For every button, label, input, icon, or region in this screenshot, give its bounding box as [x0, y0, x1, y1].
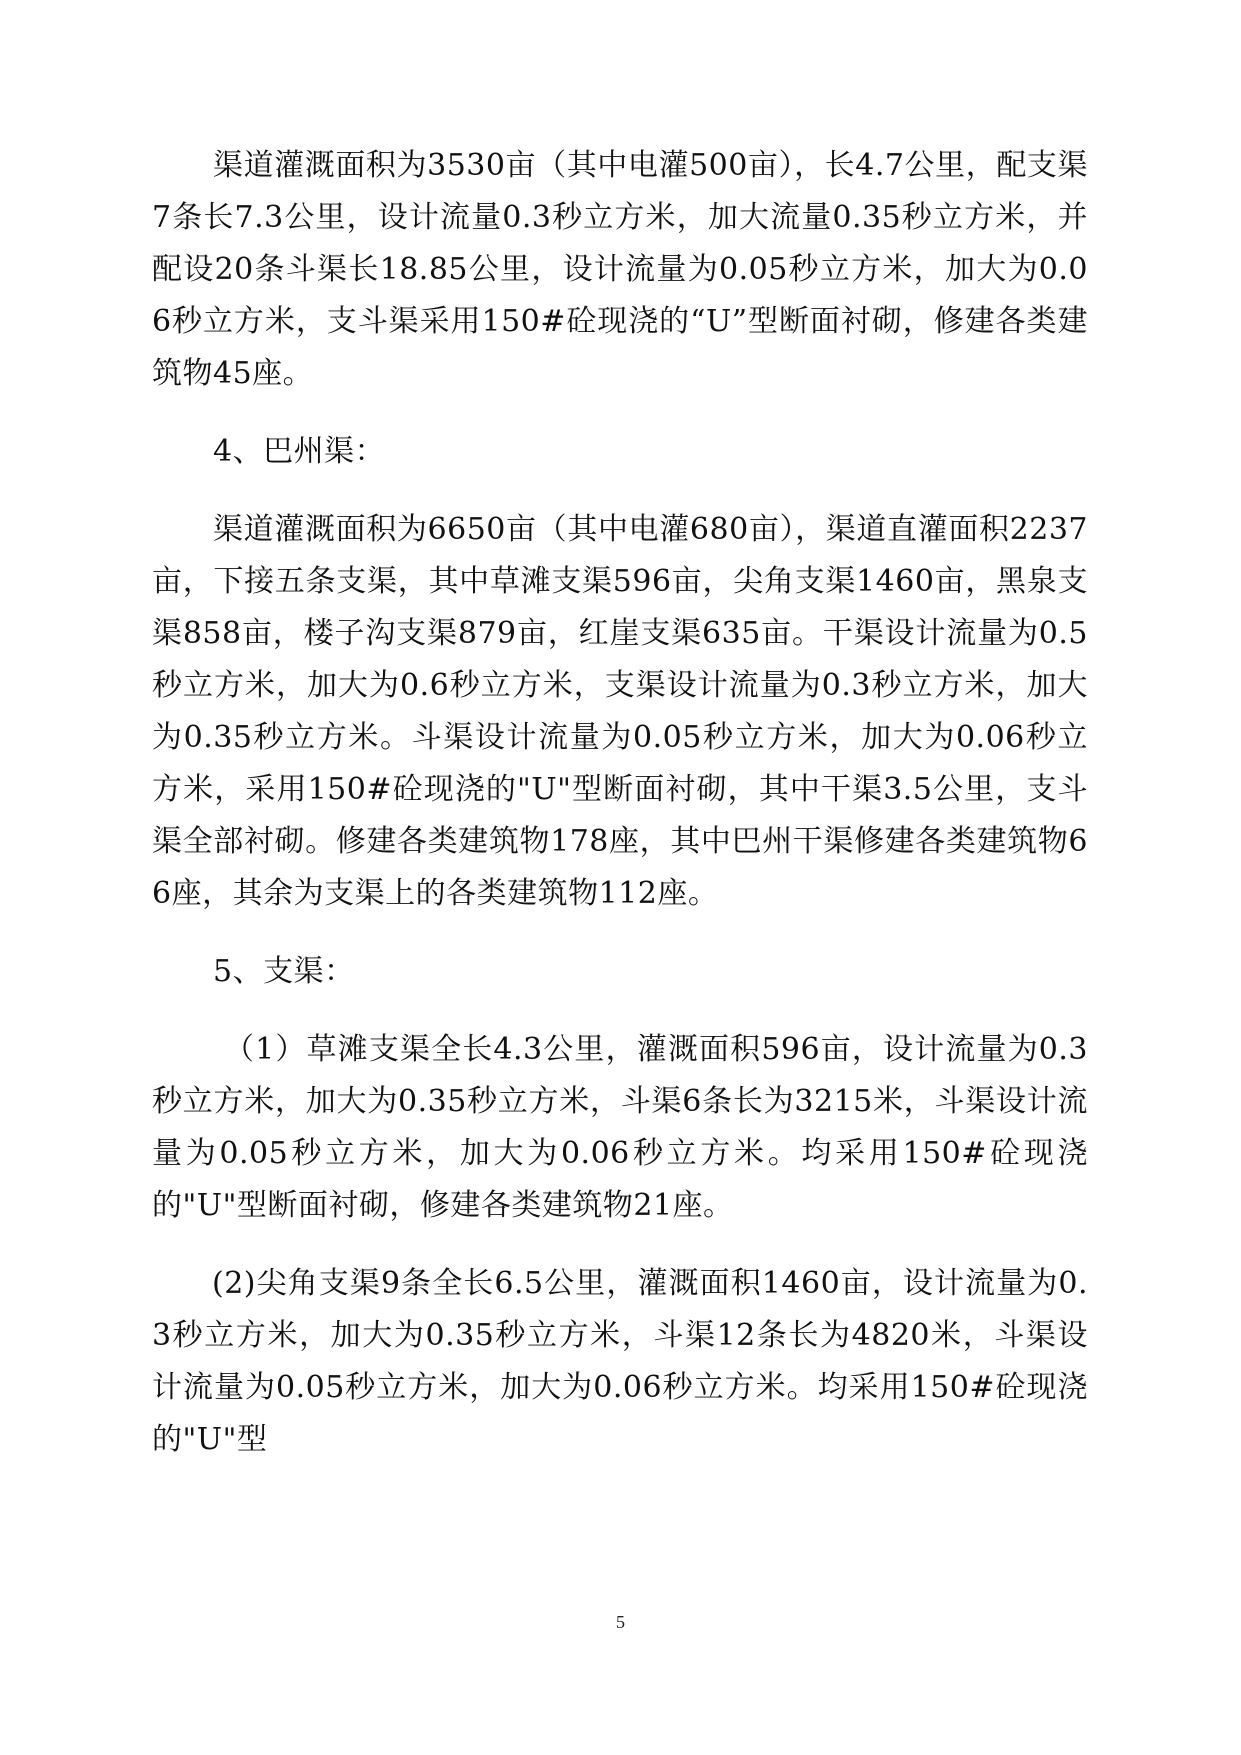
document-body	[152, 140, 1088, 1466]
paragraph-caotan-branch: （1）草滩支渠全长4.3公里，灌溉面积596亩，设计流量为0.3秒立方米，加大为0.35秒立方米，斗渠6条长为3215米，斗渠设计流量为0.05秒立方米，加大为0.06秒立方米。均采用150#砼现浇的"U"型断面衬砌，修建各类建筑物21座。	[152, 1032, 1088, 1223]
section-heading-branch-canals: 5、支渠：	[213, 954, 355, 989]
paragraph-jianjiao-branch: (2)尖角支渠9条全长6.5公里，灌溉面积1460亩，设计流量为0.3秒立方米，加大为0.35秒立方米，斗渠12条长为4820米，斗渠设计流量为0.05秒立方米，加大为0.06秒立方米。均采用150#砼现浇的"U"型	[152, 1266, 1088, 1457]
page-number: 5	[616, 1612, 625, 1632]
section-heading-bazhou-canal: 4、巴州渠：	[213, 434, 386, 469]
paragraph-bazhou-canal: 渠道灌溉面积为6650亩（其中电灌680亩），渠道直灌面积2237亩，下接五条支渠，其中草滩支渠596亩，尖角支渠1460亩，黑泉支渠858亩，楼子沟支渠879亩，红崖支渠635亩。干渠设计流量为0.5秒立方米，加大为0.6秒立方米，支渠设计流量为0.3秒立方米，加大为0.35秒立方米。斗渠设计流量为0.05秒立方米，加大为0.06秒立方米，采用150#砼现浇的"U"型断面衬砌，其中干渠3.5公里，支斗渠全部衬砌。修建各类建筑物178座，其中巴州干渠修建各类建筑物66座，其余为支渠上的各类建筑物112座。	[152, 512, 1088, 911]
paragraph-canal-irrigation: 渠道灌溉面积为3530亩（其中电灌500亩），长4.7公里，配支渠7条长7.3公里，设计流量0.3秒立方米，加大流量0.35秒立方米，并配设20条斗渠长18.85公里，设计流量为0.05秒立方米，加大为0.06秒立方米，支斗渠采用150#砼现浇的“U”型断面衬砌，修建各类建筑物45座。	[152, 148, 1088, 391]
